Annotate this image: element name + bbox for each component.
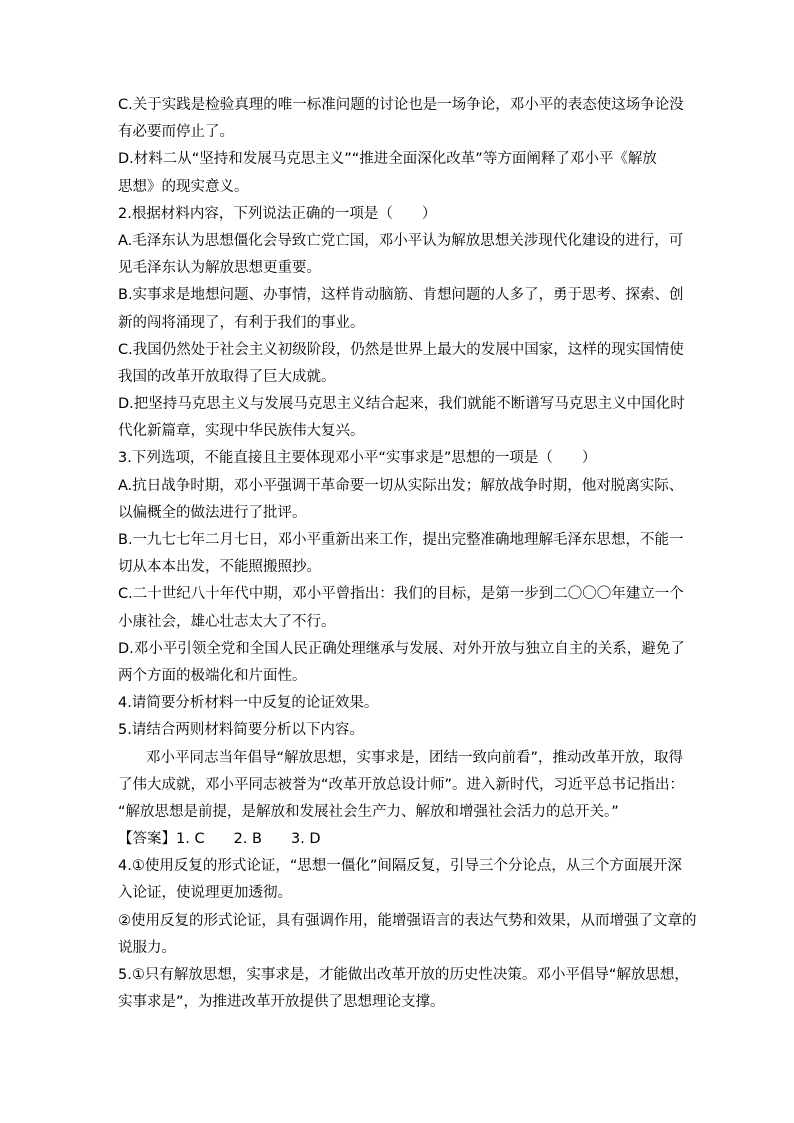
answer-5-1-line-2: 实事求是”，为推进改革开放提供了思想理论支撑。 bbox=[118, 994, 445, 1011]
answer-key: 【答案】1. C 2. B 3. D bbox=[118, 831, 321, 848]
q3-option-b-line-2: 切从本本出发，不能照搬照抄。 bbox=[118, 559, 321, 576]
answer-4-1-line-2: 入论证，使说理更加透彻。 bbox=[118, 885, 292, 902]
q2-option-d-line-1: D.把坚持马克思主义与发展马克思主义结合起来，我们就能不断谱写马克思主义中国化时 bbox=[118, 396, 685, 413]
q2-option-b-line-2: 新的闯将涌现了，有利于我们的事业。 bbox=[118, 314, 365, 331]
document-page bbox=[118, 92, 697, 1016]
question-5: 5.请结合两则材料简要分析以下内容。 bbox=[118, 722, 364, 739]
quote-line-1: 邓小平同志当年倡导“解放思想，实事求是，团结一致向前看”，推动改革开放，取得 bbox=[146, 749, 684, 766]
question-4: 4.请简要分析材料一中反复的论证效果。 bbox=[118, 695, 379, 712]
q2-option-c-line-2: 我国的改革开放取得了巨大成就。 bbox=[118, 368, 336, 385]
quote-line-2: 了伟大成就，邓小平同志被誉为“改革开放总设计师”。进入新时代，习近平总书记指出： bbox=[118, 776, 685, 793]
q2-option-d-line-2: 代化新篇章，实现中华民族伟大复兴。 bbox=[118, 423, 365, 440]
q2-option-a-line-2: 见毛泽东认为解放思想更重要。 bbox=[118, 260, 321, 277]
q3-option-c-line-1: C.二十世纪八十年代中期，邓小平曾指出：我们的目标，是第一步到二〇〇〇年建立一个 bbox=[118, 586, 684, 603]
q3-option-b-line-1: B.一九七七年二月七日，邓小平重新出来工作，提出完整准确地理解毛泽东思想，不能一 bbox=[118, 532, 684, 548]
q3-option-d-line-2: 两个方面的极端化和片面性。 bbox=[118, 667, 307, 684]
question-3: 3.下列选项，不能直接且主要体现邓小平“实事求是”思想的一项是（ ） bbox=[118, 450, 597, 467]
q3-option-a-line-1: A.抗日战争时期，邓小平强调干革命要一切从实际出发；解放战争时期，他对脱离实际、 bbox=[118, 477, 684, 494]
option-d-line-2: 思想》的现实意义。 bbox=[118, 178, 249, 195]
quote-line-3: “解放思想是前提，是解放和发展社会生产力、解放和增强社会活力的总开关。” bbox=[118, 803, 619, 820]
q3-option-d-line-1: D.邓小平引领全党和全国人民正确处理继承与发展、对外开放与独立自主的关系，避免了 bbox=[118, 640, 685, 657]
answer-4-2-line-2: 说服力。 bbox=[118, 939, 176, 956]
question-2: 2.根据材料内容，下列说法正确的一项是（ ） bbox=[118, 205, 437, 222]
q2-option-a-line-1: A.毛泽东认为思想僵化会导致亡党亡国，邓小平认为解放思想关涉现代化建设的进行，可 bbox=[118, 232, 684, 249]
q2-option-c-line-1: C.我国仍然处于社会主义初级阶段，仍然是世界上最大的发展中国家，这样的现实国情使 bbox=[118, 341, 684, 358]
q2-option-b-line-1: B.实事求是地想问题、办事情，这样肯动脑筋、肯想问题的人多了，勇于思考、探索、创 bbox=[118, 287, 684, 304]
q3-option-c-line-2: 小康社会，雄心壮志太大了不行。 bbox=[118, 613, 336, 630]
q3-option-a-line-2: 以偏概全的做法进行了批评。 bbox=[118, 504, 307, 521]
answer-5-1-line-1: 5.①只有解放思想，实事求是，才能做出改革开放的历史性决策。邓小平倡导“解放思想， bbox=[118, 967, 689, 983]
answer-4-2-line-1: ②使用反复的形式论证，具有强调作用，能增强语言的表达气势和效果，从而增强了文章的 bbox=[118, 912, 697, 929]
option-d-line-1: D.材料二从“坚持和发展马克思主义”“推进全面深化改革”等方面阐释了邓小平《解放 bbox=[118, 151, 657, 168]
answer-4-1-line-1: 4.①使用反复的形式论证，“思想一僵化”间隔反复，引导三个分论点，从三个方面展开深 bbox=[118, 858, 682, 875]
option-c-line-2: 有必要而停止了。 bbox=[118, 124, 234, 141]
option-c-line-1: C.关于实践是检验真理的唯一标准问题的讨论也是一场争论，邓小平的表态使这场争论没 bbox=[118, 97, 684, 113]
